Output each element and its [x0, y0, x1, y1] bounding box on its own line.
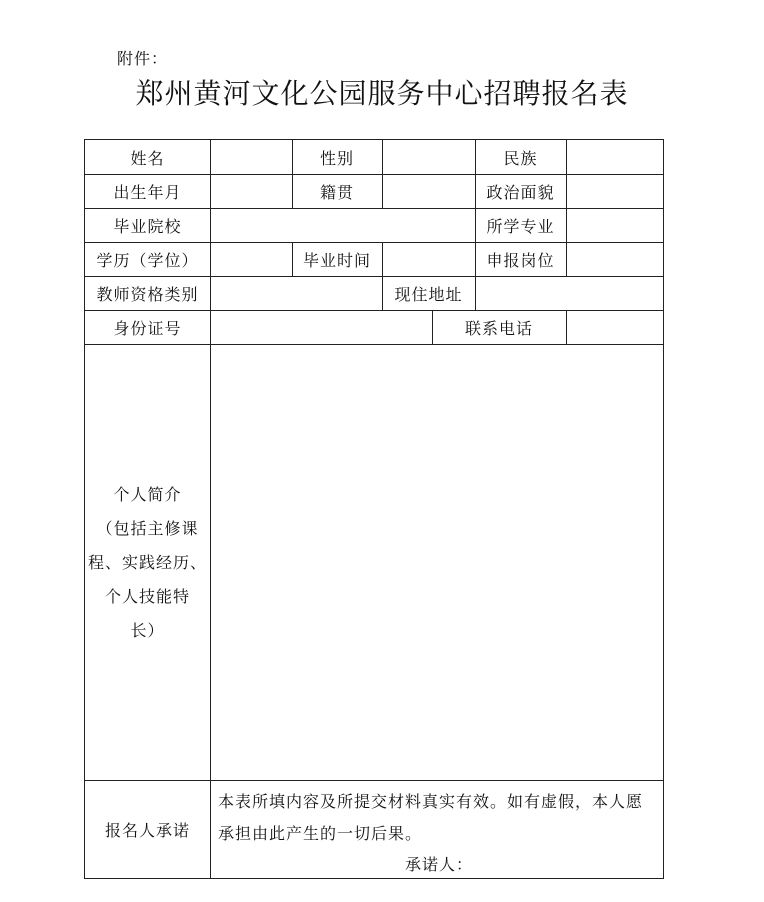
- registration-form-table: [84, 139, 664, 879]
- pledge-line: 本表所填内容及所提交材料真实有效。如有虚假，本人愿: [218, 792, 644, 811]
- major-label: 所学专业: [486, 216, 555, 236]
- pledge-text: [218, 786, 658, 850]
- signer-label: 承诺人：: [405, 855, 474, 874]
- pledge-label: 报名人承诺: [104, 821, 190, 840]
- education-label: 学历（学位）: [96, 250, 199, 270]
- birth-field[interactable]: [211, 174, 292, 208]
- phone-label: 联系电话: [464, 318, 533, 338]
- political-status-label: 政治面貌: [486, 182, 555, 202]
- intro-field[interactable]: [211, 345, 663, 780]
- native-place-label: 籍贯: [319, 182, 354, 202]
- intro-label: [85, 345, 210, 780]
- school-field[interactable]: [211, 208, 475, 242]
- phone-field[interactable]: [567, 310, 663, 344]
- teacher-cert-label: 教师资格类别: [96, 284, 199, 304]
- major-field[interactable]: [567, 208, 663, 242]
- gender-field[interactable]: [383, 140, 475, 174]
- intro-line: 个人技能特: [104, 586, 190, 606]
- id-number-field[interactable]: [211, 310, 432, 344]
- name-label: 姓名: [130, 148, 165, 168]
- address-field[interactable]: [476, 276, 663, 310]
- name-field[interactable]: [211, 140, 292, 174]
- attachment-label: 附件：: [117, 49, 169, 68]
- grad-time-field[interactable]: [383, 242, 475, 276]
- ethnicity-field[interactable]: [567, 140, 663, 174]
- intro-line: 个人简介: [113, 484, 182, 504]
- education-field[interactable]: [211, 242, 292, 276]
- native-place-field[interactable]: [383, 174, 475, 208]
- id-number-label: 身份证号: [113, 318, 182, 338]
- page-title: 郑州黄河文化公园服务中心招聘报名表: [135, 77, 629, 110]
- birth-label: 出生年月: [113, 182, 182, 202]
- teacher-cert-field[interactable]: [211, 276, 382, 310]
- intro-line: 程、实践经历、: [87, 552, 207, 572]
- position-field[interactable]: [567, 242, 663, 276]
- gender-label: 性别: [319, 148, 354, 168]
- address-label: 现住地址: [394, 284, 463, 304]
- ethnicity-label: 民族: [503, 148, 538, 168]
- school-label: 毕业院校: [113, 216, 182, 236]
- intro-line: 长）: [130, 620, 165, 640]
- position-label: 申报岗位: [486, 250, 555, 270]
- intro-line: （包括主修课: [96, 518, 199, 538]
- political-status-field[interactable]: [567, 174, 663, 208]
- grad-time-label: 毕业时间: [302, 250, 371, 270]
- pledge-line: 承担由此产生的一切后果。: [218, 824, 423, 843]
